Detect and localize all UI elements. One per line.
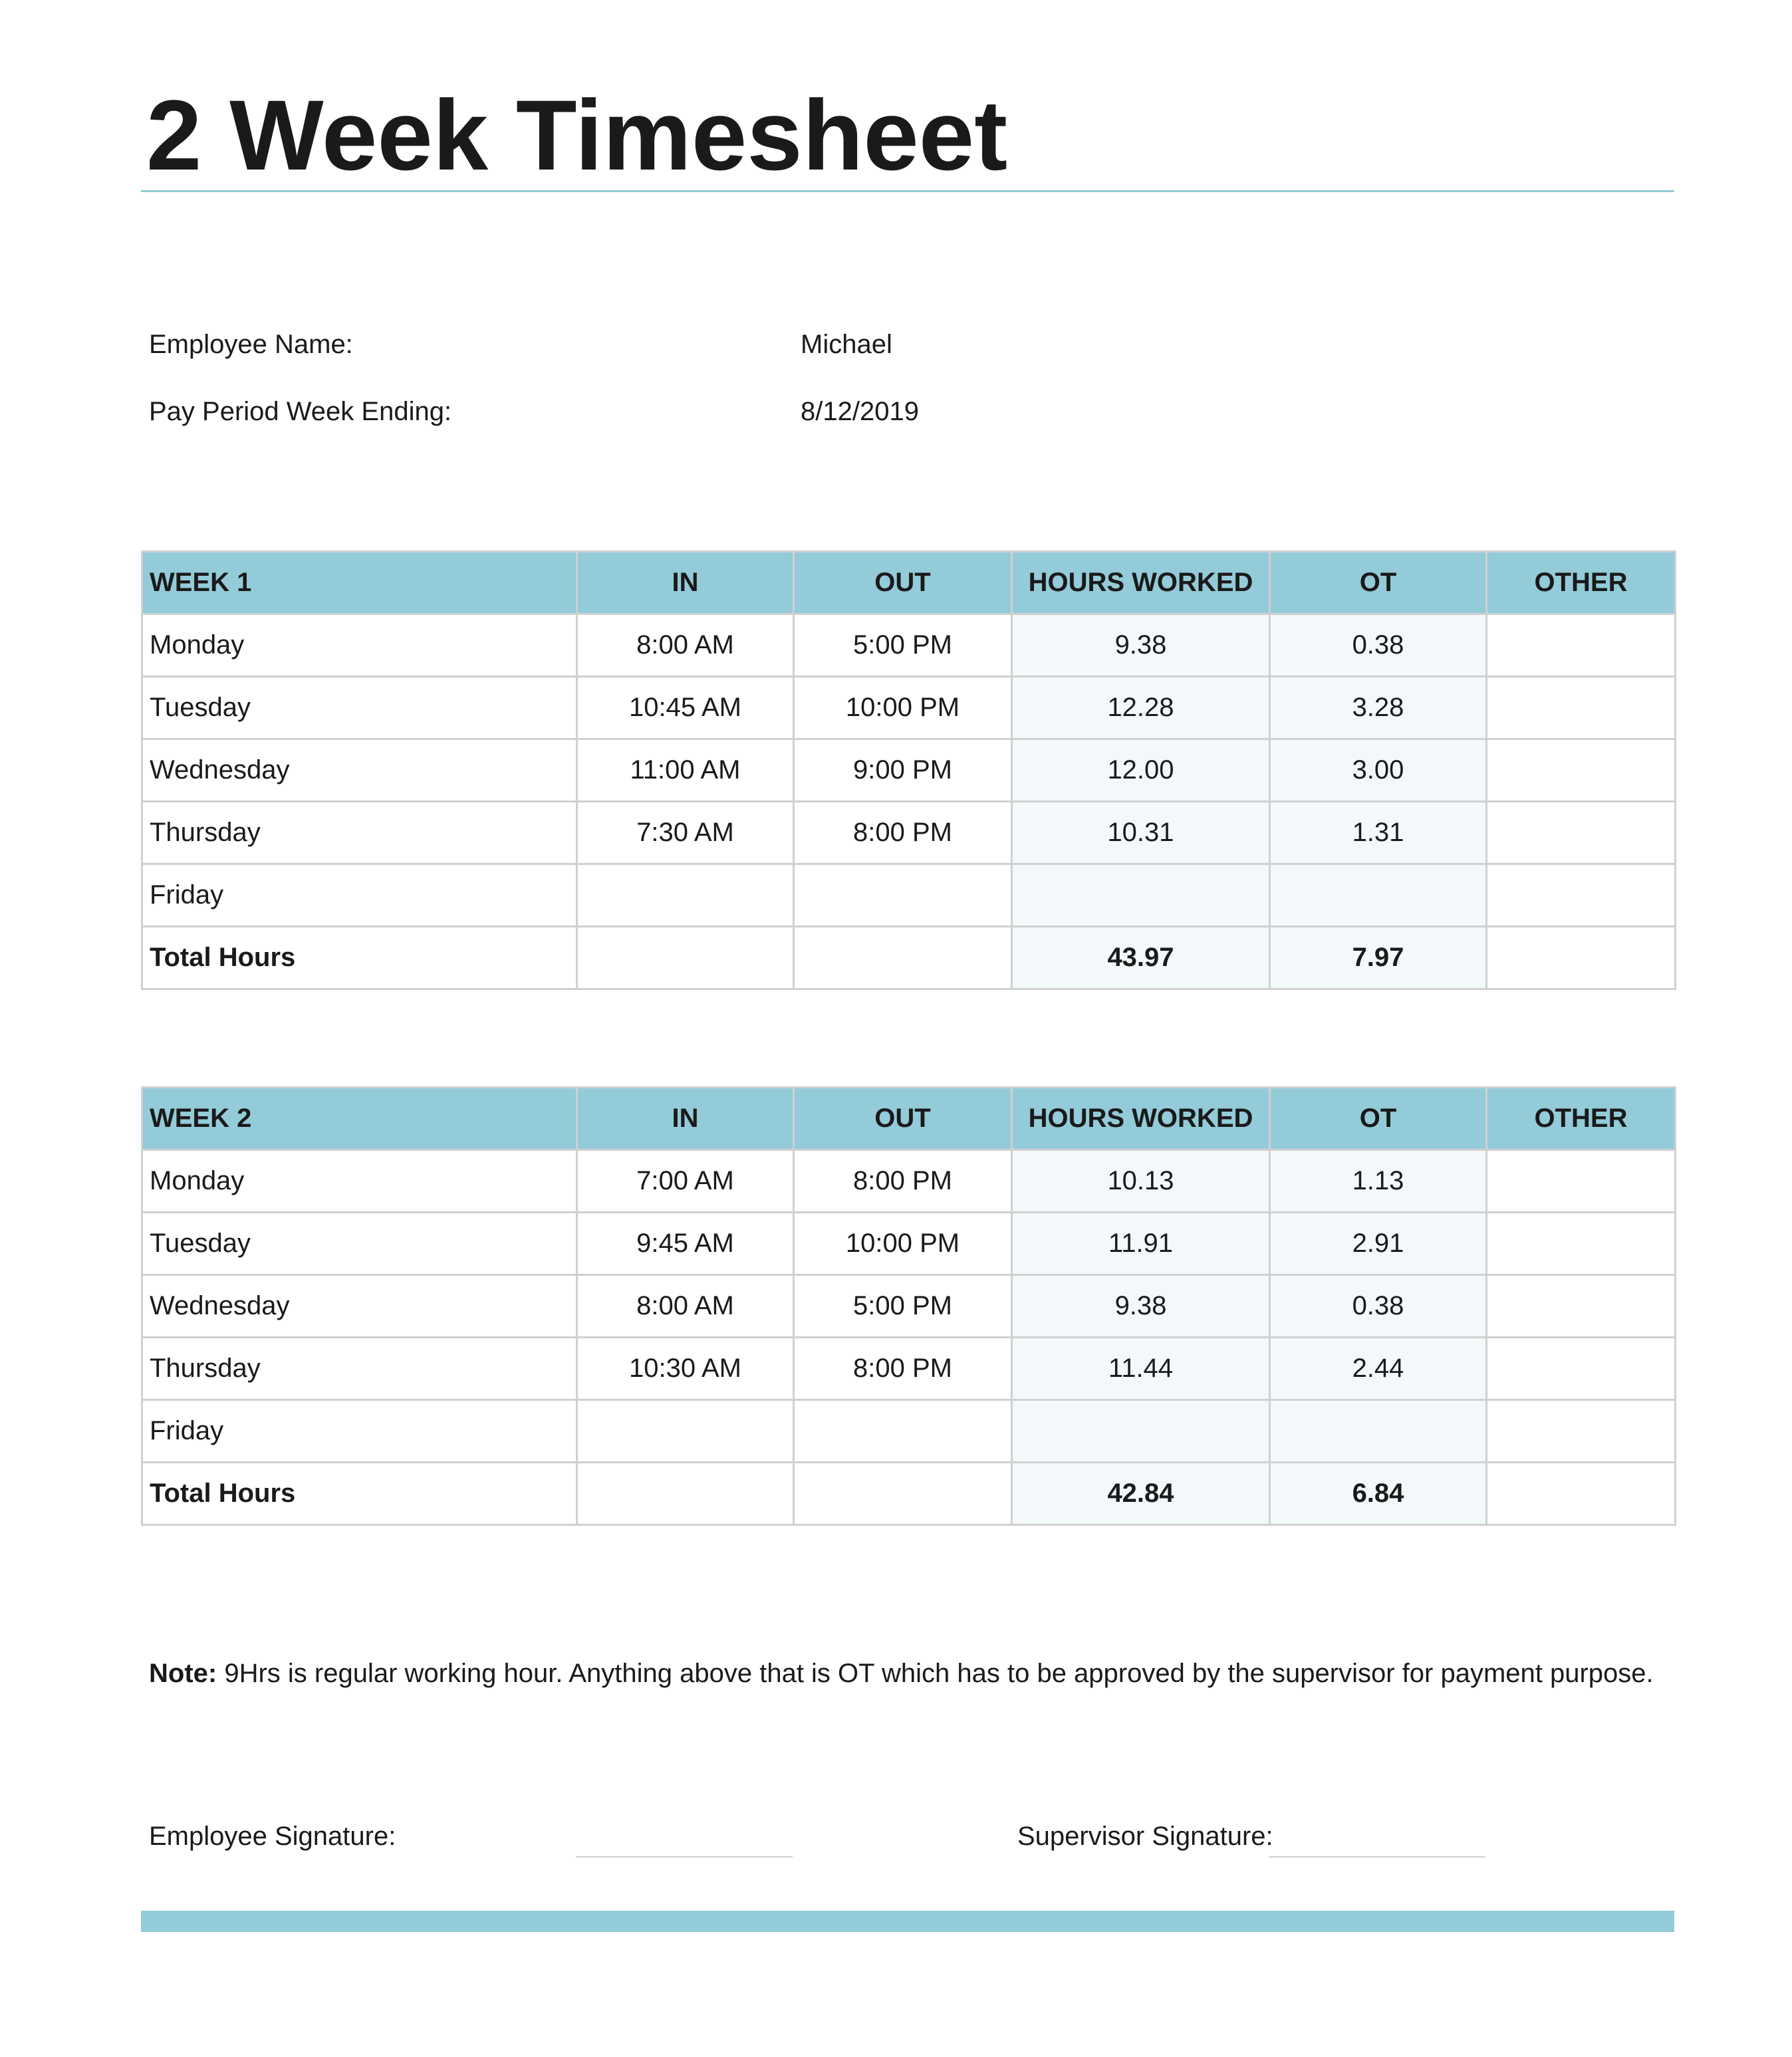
out-cell[interactable] bbox=[794, 1400, 1012, 1463]
day-cell: Thursday bbox=[142, 1338, 577, 1400]
pay-period-row bbox=[149, 392, 1674, 431]
employee-signature-label: Employee Signature: bbox=[149, 1822, 396, 1851]
ot-cell bbox=[1270, 864, 1487, 927]
hours-cell bbox=[1012, 864, 1270, 927]
table-row bbox=[142, 802, 1676, 864]
day-cell: Wednesday bbox=[142, 1275, 577, 1338]
note-paragraph bbox=[149, 1653, 1658, 1694]
pay-period-value[interactable]: 8/12/2019 bbox=[801, 397, 919, 426]
supervisor-signature-label: Supervisor Signature: bbox=[1017, 1822, 1273, 1851]
hours-cell: 12.28 bbox=[1012, 677, 1270, 739]
in-column-header: IN bbox=[577, 1088, 794, 1150]
week-label-header: WEEK 1 bbox=[142, 552, 577, 614]
out-cell[interactable]: 8:00 PM bbox=[794, 1150, 1012, 1213]
supervisor-signature-line[interactable] bbox=[1269, 1856, 1485, 1858]
ot-cell: 0.38 bbox=[1270, 614, 1487, 677]
total-ot-cell: 7.97 bbox=[1270, 927, 1487, 989]
in-cell[interactable]: 8:00 AM bbox=[577, 1275, 794, 1338]
day-cell: Wednesday bbox=[142, 739, 577, 802]
out-cell[interactable]: 8:00 PM bbox=[794, 1338, 1012, 1400]
hours-cell: 9.38 bbox=[1012, 1275, 1270, 1338]
in-column-header: IN bbox=[577, 552, 794, 614]
other-cell[interactable] bbox=[1487, 1213, 1676, 1275]
total-hours-cell: 42.84 bbox=[1012, 1463, 1270, 1525]
total-in-cell bbox=[577, 927, 794, 989]
other-cell[interactable] bbox=[1487, 864, 1676, 927]
day-cell: Monday bbox=[142, 614, 577, 677]
out-cell[interactable]: 8:00 PM bbox=[794, 802, 1012, 864]
other-cell[interactable] bbox=[1487, 614, 1676, 677]
ot-cell: 1.13 bbox=[1270, 1150, 1487, 1213]
total-label-cell: Total Hours bbox=[142, 927, 577, 989]
title-underline bbox=[141, 190, 1674, 192]
in-cell[interactable] bbox=[577, 864, 794, 927]
other-column-header: OTHER bbox=[1487, 1088, 1676, 1150]
in-cell[interactable]: 10:45 AM bbox=[577, 677, 794, 739]
other-cell[interactable] bbox=[1487, 1275, 1676, 1338]
hours-cell: 10.13 bbox=[1012, 1150, 1270, 1213]
in-cell[interactable]: 10:30 AM bbox=[577, 1338, 794, 1400]
total-row bbox=[142, 927, 1676, 989]
ot-cell: 1.31 bbox=[1270, 802, 1487, 864]
in-cell[interactable]: 7:30 AM bbox=[577, 802, 794, 864]
ot-cell bbox=[1270, 1400, 1487, 1463]
other-cell[interactable] bbox=[1487, 739, 1676, 802]
note-text: 9Hrs is regular working hour. Anything above that is OT which has to be approved by the supervisor for payment purpose. bbox=[217, 1659, 1654, 1688]
table-header-row bbox=[142, 1088, 1676, 1150]
pay-period-label: Pay Period Week Ending: bbox=[149, 397, 452, 426]
other-cell[interactable] bbox=[1487, 1400, 1676, 1463]
in-cell[interactable]: 11:00 AM bbox=[577, 739, 794, 802]
total-in-cell bbox=[577, 1463, 794, 1525]
total-label-cell: Total Hours bbox=[142, 1463, 577, 1525]
table-row bbox=[142, 1338, 1676, 1400]
out-column-header: OUT bbox=[794, 552, 1012, 614]
employee-name-value[interactable]: Michael bbox=[801, 330, 892, 359]
employee-signature-line[interactable] bbox=[576, 1856, 793, 1858]
employee-name-row bbox=[149, 324, 1674, 364]
out-cell[interactable]: 5:00 PM bbox=[794, 614, 1012, 677]
hours-cell: 9.38 bbox=[1012, 614, 1270, 677]
hours-cell: 10.31 bbox=[1012, 802, 1270, 864]
ot-cell: 3.28 bbox=[1270, 677, 1487, 739]
ot-column-header: OT bbox=[1270, 1088, 1487, 1150]
total-ot-cell: 6.84 bbox=[1270, 1463, 1487, 1525]
hours-worked-column-header: HOURS WORKED bbox=[1012, 552, 1270, 614]
day-cell: Thursday bbox=[142, 802, 577, 864]
total-other-cell bbox=[1487, 1463, 1676, 1525]
table-row bbox=[142, 739, 1676, 802]
ot-cell: 2.91 bbox=[1270, 1213, 1487, 1275]
title-area bbox=[141, 0, 1674, 176]
ot-cell: 2.44 bbox=[1270, 1338, 1487, 1400]
table-row bbox=[142, 1150, 1676, 1213]
other-cell[interactable] bbox=[1487, 1338, 1676, 1400]
day-cell: Friday bbox=[142, 864, 577, 927]
total-hours-cell: 43.97 bbox=[1012, 927, 1270, 989]
note-label: Note: bbox=[149, 1659, 217, 1688]
table-row bbox=[142, 614, 1676, 677]
timesheet-page bbox=[141, 0, 1674, 2057]
out-column-header: OUT bbox=[794, 1088, 1012, 1150]
in-cell[interactable]: 9:45 AM bbox=[577, 1213, 794, 1275]
day-cell: Friday bbox=[142, 1400, 577, 1463]
total-row bbox=[142, 1463, 1676, 1525]
out-cell[interactable]: 9:00 PM bbox=[794, 739, 1012, 802]
employee-name-label: Employee Name: bbox=[149, 330, 353, 359]
table-row bbox=[142, 677, 1676, 739]
other-cell[interactable] bbox=[1487, 802, 1676, 864]
ot-cell: 0.38 bbox=[1270, 1275, 1487, 1338]
footer-accent-bar bbox=[141, 1911, 1674, 1932]
hours-cell: 11.91 bbox=[1012, 1213, 1270, 1275]
week1-table bbox=[141, 550, 1676, 990]
table-row bbox=[142, 864, 1676, 927]
day-cell: Tuesday bbox=[142, 677, 577, 739]
other-cell[interactable] bbox=[1487, 1150, 1676, 1213]
table-header-row bbox=[142, 552, 1676, 614]
ot-column-header: OT bbox=[1270, 552, 1487, 614]
other-cell[interactable] bbox=[1487, 677, 1676, 739]
table-row bbox=[142, 1275, 1676, 1338]
out-cell[interactable]: 10:00 PM bbox=[794, 1213, 1012, 1275]
in-cell[interactable]: 8:00 AM bbox=[577, 614, 794, 677]
table-row bbox=[142, 1400, 1676, 1463]
week2-table bbox=[141, 1086, 1676, 1526]
day-cell: Monday bbox=[142, 1150, 577, 1213]
in-cell[interactable]: 7:00 AM bbox=[577, 1150, 794, 1213]
document-title: 2 Week Timesheet bbox=[146, 79, 1008, 176]
out-cell[interactable]: 5:00 PM bbox=[794, 1275, 1012, 1338]
table-row bbox=[142, 1213, 1676, 1275]
total-out-cell bbox=[794, 927, 1012, 989]
other-column-header: OTHER bbox=[1487, 552, 1676, 614]
in-cell[interactable] bbox=[577, 1400, 794, 1463]
hours-cell: 11.44 bbox=[1012, 1338, 1270, 1400]
hours-cell bbox=[1012, 1400, 1270, 1463]
ot-cell: 3.00 bbox=[1270, 739, 1487, 802]
out-cell[interactable] bbox=[794, 864, 1012, 927]
day-cell: Tuesday bbox=[142, 1213, 577, 1275]
total-out-cell bbox=[794, 1463, 1012, 1525]
week-label-header: WEEK 2 bbox=[142, 1088, 577, 1150]
hours-cell: 12.00 bbox=[1012, 739, 1270, 802]
out-cell[interactable]: 10:00 PM bbox=[794, 677, 1012, 739]
hours-worked-column-header: HOURS WORKED bbox=[1012, 1088, 1270, 1150]
total-other-cell bbox=[1487, 927, 1676, 989]
